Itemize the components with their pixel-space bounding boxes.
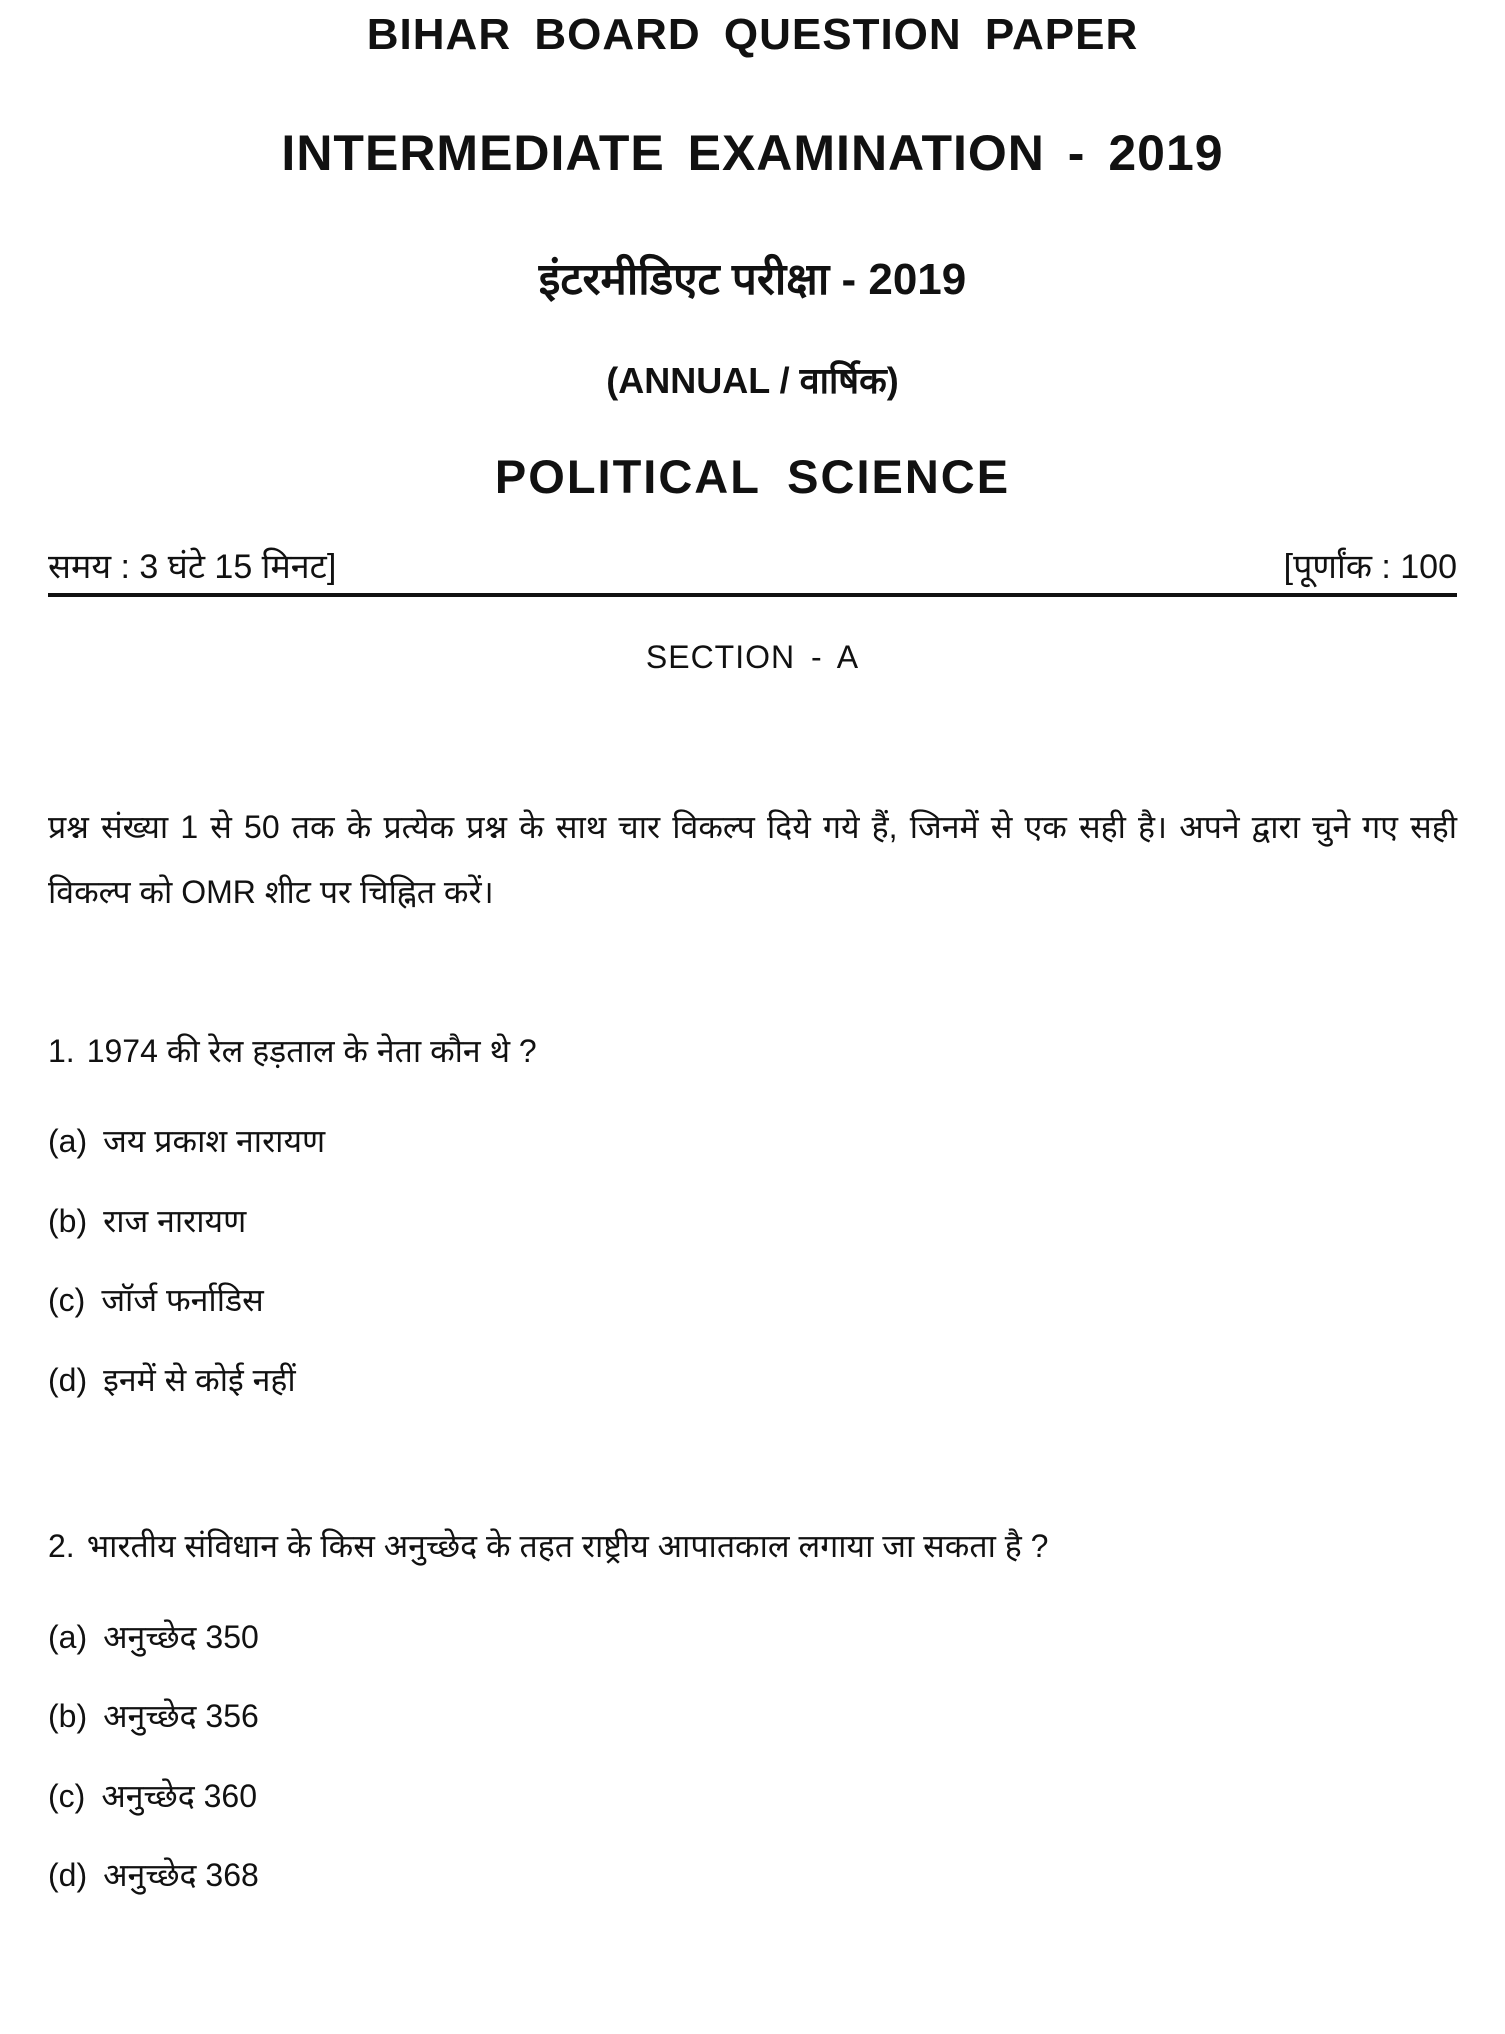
option-d-text: इनमें से कोई नहीं xyxy=(103,1361,296,1398)
question-1-option-c xyxy=(48,1280,1457,1322)
question-2-option-c xyxy=(48,1776,1457,1818)
option-a-label: (a) xyxy=(48,1618,88,1655)
option-a-text: अनुच्छेद 350 xyxy=(103,1618,259,1655)
question-1-options xyxy=(48,1121,1457,1401)
option-a-label: (a) xyxy=(48,1123,88,1159)
question-2-options xyxy=(48,1617,1457,1897)
option-c-text: अनुच्छेद 360 xyxy=(101,1777,258,1814)
time-allowed-label: समय : 3 घंटे 15 मिनट] xyxy=(48,548,337,587)
option-b-label: (b) xyxy=(48,1202,88,1239)
option-d-label: (d) xyxy=(48,1857,88,1894)
question-2-option-b xyxy=(48,1696,1457,1738)
option-d-label: (d) xyxy=(48,1361,88,1398)
question-2-option-a xyxy=(48,1617,1457,1659)
option-c-label: (c) xyxy=(48,1777,86,1814)
question-1-text xyxy=(48,1018,1457,1085)
exam-title-hindi: इंटरमीडिएट परीक्षा - 2019 xyxy=(538,255,967,305)
board-title: BIHAR BOARD QUESTION PAPER xyxy=(366,10,1139,59)
question-2-text xyxy=(48,1513,1457,1580)
exam-title: INTERMEDIATE EXAMINATION - 2019 xyxy=(281,124,1224,181)
question-1-option-a xyxy=(48,1121,1457,1163)
option-b-text: अनुच्छेद 356 xyxy=(103,1698,259,1735)
question-1-option-b xyxy=(48,1201,1457,1243)
option-d-text: अनुच्छेद 368 xyxy=(103,1857,259,1894)
option-b-text: राज नारायण xyxy=(103,1202,247,1239)
question-2-body: भारतीय संविधान के किस अनुच्छेद के तहत राष्ट्रीय आपातकाल लगाया जा सकता है ? xyxy=(86,1528,1049,1565)
question-1-number: 1. xyxy=(48,1032,75,1069)
time-marks-rule xyxy=(48,546,1457,597)
option-c-label: (c) xyxy=(48,1282,86,1319)
full-marks-label: [पूर्णांक : 100 xyxy=(1283,548,1457,587)
option-b-label: (b) xyxy=(48,1698,88,1735)
question-2-option-d xyxy=(48,1855,1457,1897)
option-a-text: जय प्रकाश नारायण xyxy=(103,1123,326,1159)
question-2-number: 2. xyxy=(48,1528,75,1565)
section-heading: SECTION - A xyxy=(645,638,860,675)
question-2 xyxy=(48,1513,1457,1897)
question-1-option-d xyxy=(48,1360,1457,1402)
option-c-text: जॉर्ज फर्नाडिस xyxy=(101,1282,264,1319)
question-1-body: 1974 की रेल हड़ताल के नेता कौन थे ? xyxy=(86,1032,537,1069)
general-instructions: प्रश्न संख्या 1 से 50 तक के प्रत्येक प्रश्न के साथ चार विकल्प दिये गये हैं, जिनमें से एक सही है। अपने द्वारा चुने गए सही विकल्प को OMR शीट पर चिह्नित करें। xyxy=(48,808,1457,911)
question-1 xyxy=(48,1018,1457,1402)
annual-subtitle: (ANNUAL / वार्षिक) xyxy=(606,359,899,401)
subject-title: POLITICAL SCIENCE xyxy=(494,450,1011,504)
